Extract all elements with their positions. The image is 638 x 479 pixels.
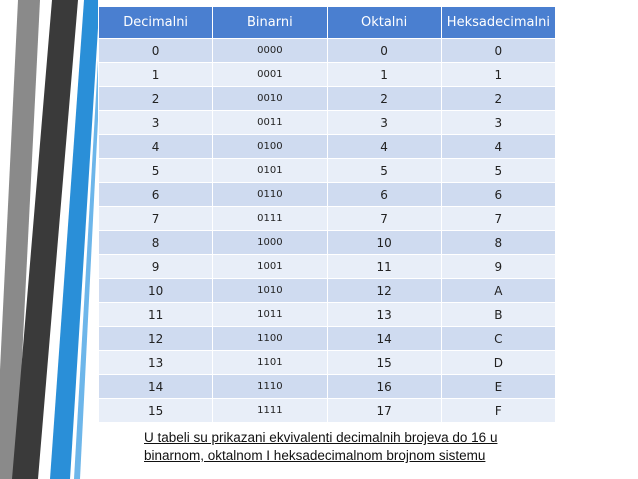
cell-binary: 0011 xyxy=(213,111,327,135)
table-row xyxy=(99,111,556,135)
cell-binary: 0110 xyxy=(213,183,327,207)
cell-octal: 1 xyxy=(327,63,441,87)
cell-binary: 0100 xyxy=(213,135,327,159)
cell-binary: 0101 xyxy=(213,159,327,183)
cell-octal: 6 xyxy=(327,183,441,207)
stripe-dark xyxy=(12,0,78,479)
header-hex: Heksadecimalni xyxy=(441,7,555,39)
table-row xyxy=(99,63,556,87)
cell-binary: 0000 xyxy=(213,39,327,63)
table-body xyxy=(99,39,556,423)
cell-octal: 0 xyxy=(327,39,441,63)
stripe-blue-light xyxy=(74,60,98,479)
cell-hex: 3 xyxy=(441,111,555,135)
table-row xyxy=(99,183,556,207)
cell-octal: 2 xyxy=(327,87,441,111)
number-systems-table xyxy=(98,6,556,423)
cell-octal: 4 xyxy=(327,135,441,159)
cell-hex: 4 xyxy=(441,135,555,159)
cell-decimal: 15 xyxy=(99,399,213,423)
table-row xyxy=(99,39,556,63)
cell-hex: E xyxy=(441,375,555,399)
cell-binary: 1000 xyxy=(213,231,327,255)
table-row xyxy=(99,399,556,423)
cell-hex: 0 xyxy=(441,39,555,63)
caption-line-1: U tabeli su prikazani ekvivalenti decimalnih brojeva do 16 u xyxy=(144,430,498,445)
cell-binary: 0001 xyxy=(213,63,327,87)
header-octal: Oktalni xyxy=(327,7,441,39)
cell-decimal: 12 xyxy=(99,327,213,351)
cell-binary: 1011 xyxy=(213,303,327,327)
cell-binary: 1111 xyxy=(213,399,327,423)
cell-octal: 11 xyxy=(327,255,441,279)
cell-octal: 10 xyxy=(327,231,441,255)
cell-octal: 14 xyxy=(327,327,441,351)
cell-binary: 1010 xyxy=(213,279,327,303)
cell-hex: F xyxy=(441,399,555,423)
caption-line-2: binarnom, oktalnom I heksadecimalnom brojnom sistemu xyxy=(144,448,486,463)
cell-decimal: 3 xyxy=(99,111,213,135)
table-row xyxy=(99,327,556,351)
table-row xyxy=(99,231,556,255)
cell-binary: 0111 xyxy=(213,207,327,231)
table-row xyxy=(99,159,556,183)
table-row xyxy=(99,255,556,279)
cell-binary: 1101 xyxy=(213,351,327,375)
table-row xyxy=(99,87,556,111)
cell-hex: 6 xyxy=(441,183,555,207)
cell-hex: D xyxy=(441,351,555,375)
cell-hex: C xyxy=(441,327,555,351)
cell-octal: 7 xyxy=(327,207,441,231)
cell-hex: 7 xyxy=(441,207,555,231)
stripe-gray xyxy=(0,0,40,479)
table-row xyxy=(99,135,556,159)
table-row xyxy=(99,351,556,375)
cell-decimal: 7 xyxy=(99,207,213,231)
cell-octal: 17 xyxy=(327,399,441,423)
conversion-table-container xyxy=(98,6,556,418)
cell-decimal: 8 xyxy=(99,231,213,255)
cell-hex: 5 xyxy=(441,159,555,183)
cell-hex: B xyxy=(441,303,555,327)
cell-decimal: 5 xyxy=(99,159,213,183)
cell-binary: 1110 xyxy=(213,375,327,399)
stripe-blue xyxy=(50,0,98,479)
cell-octal: 12 xyxy=(327,279,441,303)
cell-decimal: 11 xyxy=(99,303,213,327)
header-decimal: Decimalni xyxy=(99,7,213,39)
table-row xyxy=(99,303,556,327)
table-row xyxy=(99,279,556,303)
table-row xyxy=(99,207,556,231)
cell-hex: 8 xyxy=(441,231,555,255)
cell-octal: 15 xyxy=(327,351,441,375)
cell-decimal: 13 xyxy=(99,351,213,375)
cell-decimal: 10 xyxy=(99,279,213,303)
table-caption xyxy=(144,429,564,465)
table-row xyxy=(99,375,556,399)
cell-decimal: 0 xyxy=(99,39,213,63)
header-binary: Binarni xyxy=(213,7,327,39)
cell-hex: A xyxy=(441,279,555,303)
cell-octal: 16 xyxy=(327,375,441,399)
cell-decimal: 1 xyxy=(99,63,213,87)
cell-binary: 1001 xyxy=(213,255,327,279)
cell-binary: 1100 xyxy=(213,327,327,351)
cell-hex: 1 xyxy=(441,63,555,87)
cell-octal: 5 xyxy=(327,159,441,183)
cell-binary: 0010 xyxy=(213,87,327,111)
cell-decimal: 9 xyxy=(99,255,213,279)
cell-octal: 3 xyxy=(327,111,441,135)
table-header-row xyxy=(99,7,556,39)
cell-hex: 2 xyxy=(441,87,555,111)
cell-octal: 13 xyxy=(327,303,441,327)
cell-decimal: 2 xyxy=(99,87,213,111)
cell-hex: 9 xyxy=(441,255,555,279)
cell-decimal: 14 xyxy=(99,375,213,399)
cell-decimal: 6 xyxy=(99,183,213,207)
cell-decimal: 4 xyxy=(99,135,213,159)
